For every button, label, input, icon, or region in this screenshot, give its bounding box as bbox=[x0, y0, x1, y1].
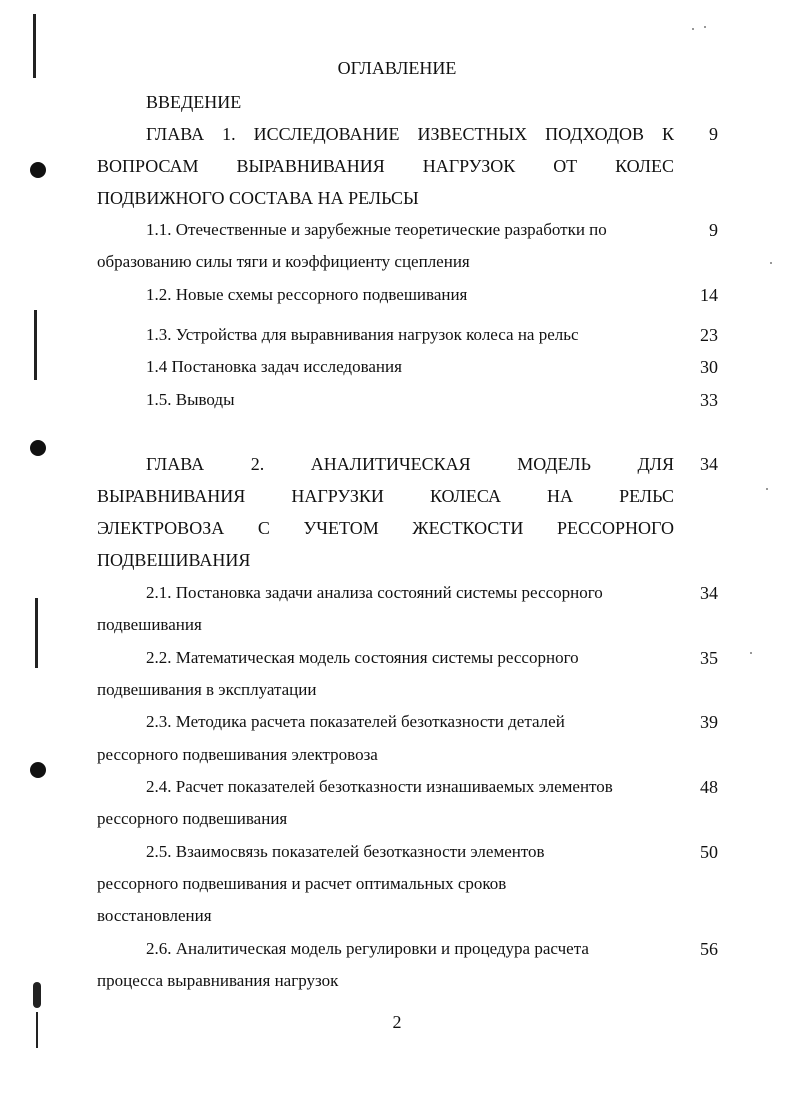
s2-3-line2: рессорного подвешивания электровоза bbox=[97, 745, 378, 764]
s2-2-line2: подвешивания в эксплуатации bbox=[97, 680, 317, 699]
chapter2-line4: ПОДВЕШИВАНИЯ bbox=[97, 550, 251, 570]
toc-title: ОГЛАВЛЕНИЕ bbox=[337, 58, 457, 78]
s1-5-page: 33 bbox=[700, 390, 718, 410]
s1-1-line2: образованию силы тяги и коэффициенту сцепления bbox=[97, 252, 470, 271]
s2-4-page: 48 bbox=[700, 777, 718, 797]
s2-4-line2: рессорного подвешивания bbox=[97, 809, 288, 828]
chapter1-page: 9 bbox=[709, 124, 718, 144]
chapter1-line1: ГЛАВА 1. ИССЛЕДОВАНИЕ ИЗВЕСТНЫХ ПОДХОДОВ К bbox=[146, 124, 674, 144]
chapter2-line1: ГЛАВА 2. АНАЛИТИЧЕСКАЯ МОДЕЛЬ ДЛЯ bbox=[146, 454, 674, 474]
s2-5-page: 50 bbox=[700, 842, 718, 862]
punch-hole-3 bbox=[30, 762, 46, 778]
punch-hole-1 bbox=[30, 162, 46, 178]
s2-3-line1: 2.3. Методика расчета показателей безотказности деталей bbox=[146, 712, 565, 731]
binding-mark-3 bbox=[35, 598, 38, 668]
s2-5-line3: восстановления bbox=[97, 906, 212, 925]
s2-5-line1: 2.5. Взаимосвязь показателей безотказности элементов bbox=[146, 842, 545, 861]
s1-1-line1: 1.1. Отечественные и зарубежные теоретические разработки по bbox=[146, 220, 607, 239]
s1-1-page: 9 bbox=[709, 220, 718, 240]
s1-2-line1: 1.2. Новые схемы рессорного подвешивания bbox=[146, 285, 468, 304]
chapter2-line3: ЭЛЕКТРОВОЗА С УЧЕТОМ ЖЕСТКОСТИ РЕССОРНОГО bbox=[97, 518, 674, 538]
s1-5-line1: 1.5. Выводы bbox=[146, 390, 235, 409]
chapter1-line3: ПОДВИЖНОГО СОСТАВА НА РЕЛЬСЫ bbox=[97, 188, 419, 208]
s2-3-page: 39 bbox=[700, 712, 718, 732]
s2-5-line2: рессорного подвешивания и расчет оптимальных сроков bbox=[97, 874, 507, 893]
s1-3-line1: 1.3. Устройства для выравнивания нагрузок колеса на рельс bbox=[146, 325, 579, 344]
s2-2-line1: 2.2. Математическая модель состояния системы рессорного bbox=[146, 648, 579, 667]
s2-6-line2: процесса выравнивания нагрузок bbox=[97, 971, 339, 990]
s2-2-page: 35 bbox=[700, 648, 718, 668]
punch-hole-2 bbox=[30, 440, 46, 456]
s1-4-page: 30 bbox=[700, 357, 718, 377]
binding-mark-4 bbox=[33, 982, 41, 1008]
chapter2-page: 34 bbox=[700, 454, 718, 474]
chapter2-line2: ВЫРАВНИВАНИЯ НАГРУЗКИ КОЛЕСА НА РЕЛЬС bbox=[97, 486, 674, 506]
chapter1-line2: ВОПРОСАМ ВЫРАВНИВАНИЯ НАГРУЗОК ОТ КОЛЕС bbox=[97, 156, 674, 176]
scan-speck-2 bbox=[704, 26, 706, 28]
s1-4-line1: 1.4 Постановка задач исследования bbox=[146, 357, 402, 376]
scan-speck-3 bbox=[770, 262, 772, 264]
s1-3-page: 23 bbox=[700, 325, 718, 345]
s2-1-line1: 2.1. Постановка задачи анализа состояний системы рессорного bbox=[146, 583, 603, 602]
page-number: 2 bbox=[392, 1012, 402, 1032]
s2-4-line1: 2.4. Расчет показателей безотказности изнашиваемых элементов bbox=[146, 777, 613, 796]
toc-intro: ВВЕДЕНИЕ bbox=[146, 92, 242, 112]
s2-6-page: 56 bbox=[700, 939, 718, 959]
s1-2-page: 14 bbox=[700, 285, 718, 305]
s2-1-page: 34 bbox=[700, 583, 718, 603]
scan-speck-4 bbox=[766, 488, 768, 490]
s2-6-line1: 2.6. Аналитическая модель регулировки и процедура расчета bbox=[146, 939, 589, 958]
scan-speck-1 bbox=[692, 28, 694, 30]
binding-mark-2 bbox=[34, 310, 37, 380]
scan-speck-5 bbox=[750, 652, 752, 654]
s2-1-line2: подвешивания bbox=[97, 615, 202, 634]
